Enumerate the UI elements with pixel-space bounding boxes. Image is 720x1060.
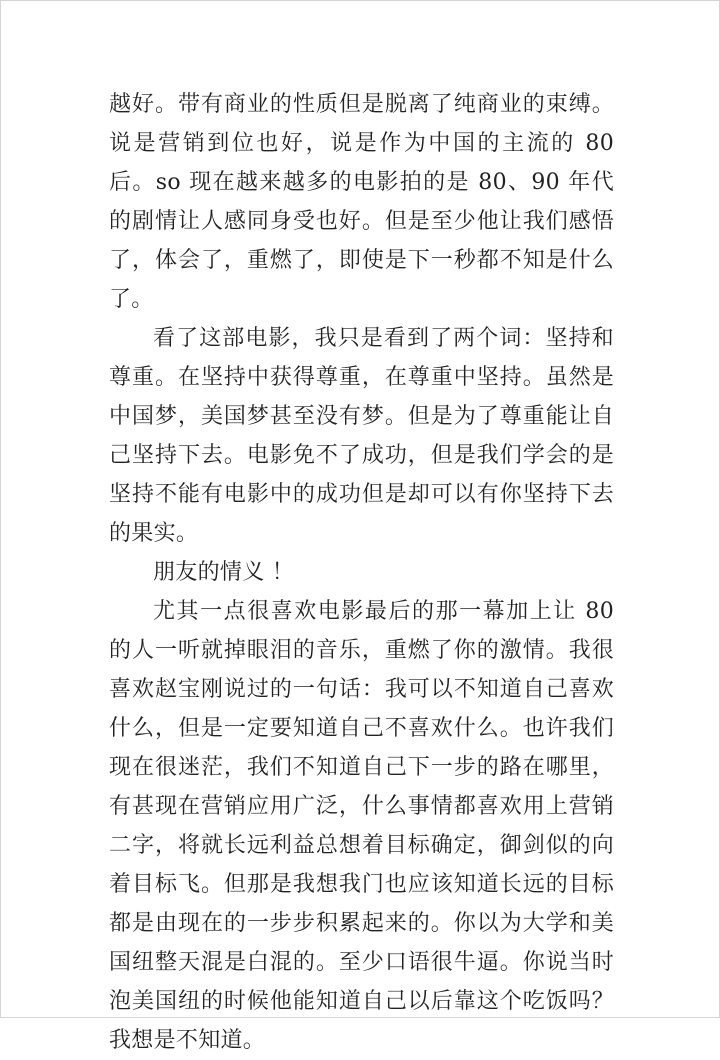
- paragraph-friendship-heading: 朋友的情义 ！: [153, 560, 295, 585]
- paragraph-perseverance: 看了这部电影，我只是看到了两个词：坚持和尊重。在坚持中获得尊重，在尊重中坚持。虽然是中国梦，美国梦甚至没有梦。但是为了尊重能让自己坚持下去。电影免不了成功，但是我们学会的是坚持不能有电影中的成功但是却可以有你坚持下去的果实。: [109, 326, 614, 546]
- document-body: [109, 85, 614, 1060]
- paragraph-ending-reflection: 尤其一点很喜欢电影最后的那一幕加上让 80 的人一听就掉眼泪的音乐，重燃了你的激情。我很喜欢赵宝刚说过的一句话：我可以不知道自己喜欢什么，但是一定要知道自己不喜欢什么。也许我们现在很迷茫，我们不知道自己下一步的路在哪里，有甚现在营销应用广泛，什么事情都喜欢用上营销二字，将就长远利益总想着目标确定，御剑似的向着目标飞。但那是我想我门也应该知道长远的目标都是由现在的一步步积累起来的。你以为大学和美国纽整天混是白混的。至少口语很牛逼。你说当时泡美国纽的时候他能知道自己以后靠这个吃饭吗？我想是不知道。: [109, 599, 614, 1053]
- paragraph-continuation: 越好。带有商业的性质但是脱离了纯商业的束缚。说是营销到位也好，说是作为中国的主流的 80 后。so 现在越来越多的电影拍的是 80、90 年代的剧情让人感同身受也好。但是至少他让我们感悟了，体会了，重燃了，即使是下一秒都不知是什么了。: [109, 92, 614, 312]
